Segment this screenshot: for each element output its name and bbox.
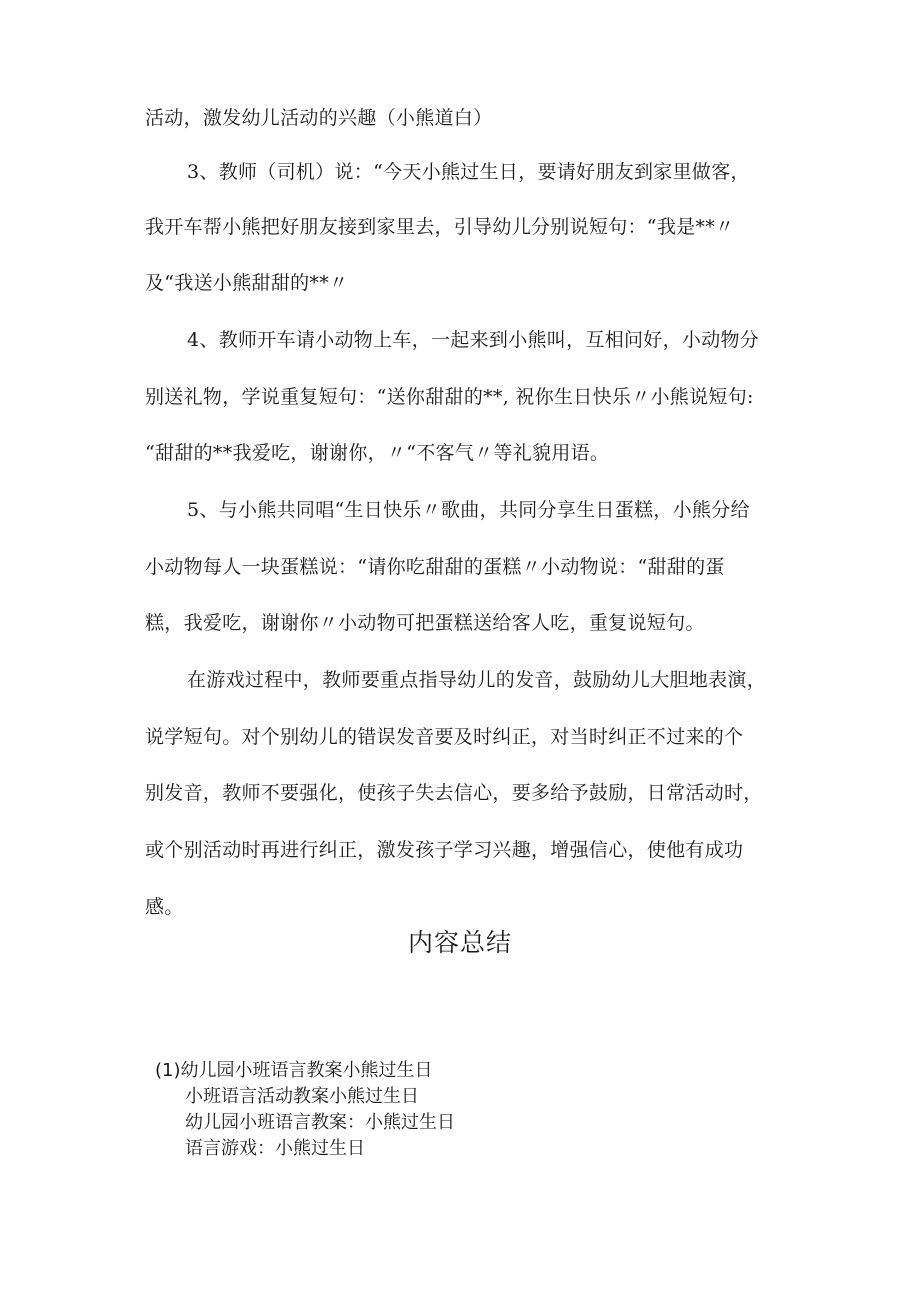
body-line-12: 说学短句。对个别幼儿的错误发音要及时纠正，对当时纠正不过来的个: [145, 726, 744, 748]
body-line-9: 小动物每人一块蛋糕说：“请你吃甜甜的蛋糕〃小动物说：“甜甜的蛋: [145, 556, 725, 578]
summary-item-2: 小班语言活动教案小熊过生日: [185, 1086, 419, 1107]
body-line-3: 我开车帮小熊把好朋友接到家里去，引导幼儿分别说短句：“我是**〃: [145, 216, 735, 238]
body-line-1: 活动，激发幼儿活动的兴趣（小熊道白）: [145, 107, 493, 129]
body-line-10: 糕，我爱吃，谢谢你〃小动物可把蛋糕送给客人吃，重复说短句。: [145, 612, 705, 634]
body-line-7: “甜甜的**我爱吃，谢谢你，〃“不客气〃等礼貌用语。: [145, 442, 610, 464]
body-line-14: 或个别活动时再进行纠正，激发孩子学习兴趣，增强信心，使他有成功: [145, 839, 744, 861]
body-line-4: 及“我送小熊甜甜的**〃: [145, 272, 349, 294]
body-line-2: 3、教师（司机）说：“今天小熊过生日，要请好朋友到家里做客，: [187, 161, 750, 183]
body-line-11: 在游戏过程中，教师要重点指导幼儿的发音，鼓励幼儿大胆地表演，: [187, 669, 767, 691]
summary-item-4: 语言游戏：小熊过生日: [185, 1138, 365, 1159]
summary-item-1: (1)幼儿园小班语言教案小熊过生日: [155, 1060, 433, 1081]
body-line-8: 5、与小熊共同唱“生日快乐〃歌曲，共同分享生日蛋糕，小熊分给: [187, 499, 750, 521]
body-line-5: 4、教师开车请小动物上车，一起来到小熊叫，互相问好，小动物分: [187, 329, 760, 351]
body-line-13: 别发音，教师不要强化，使孩子失去信心，要多给予鼓励，日常活动时，: [145, 782, 763, 804]
summary-item-3: 幼儿园小班语言教案：小熊过生日: [185, 1112, 455, 1133]
body-line-6: 别送礼物，学说重复短句：“送你甜甜的**, 祝你生日快乐〃小熊说短句:: [145, 386, 754, 408]
summary-title: 内容总结: [407, 928, 512, 957]
body-line-15: 感。: [145, 896, 184, 918]
